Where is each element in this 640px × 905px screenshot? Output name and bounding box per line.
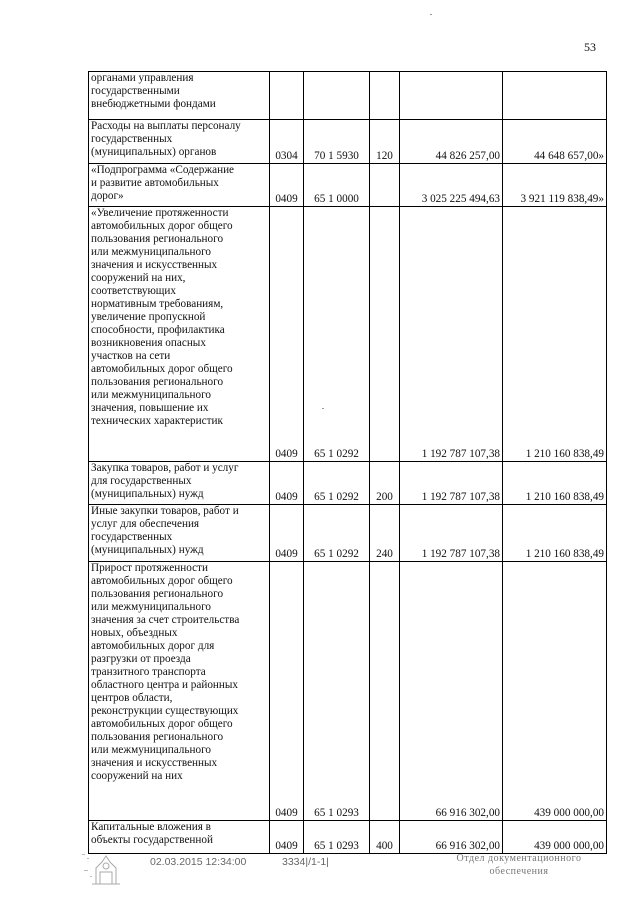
row-section-code: [270, 821, 304, 854]
row-expense-type-text: 400: [376, 840, 393, 852]
row-target-code-text: 65 1 0292: [314, 548, 359, 560]
scan-artifact: [322, 408, 324, 409]
row-sum-first-text: 1 192 787 107,38: [421, 491, 500, 503]
row-expense-type: [370, 120, 400, 164]
row-sum-first: [400, 72, 503, 120]
row-target-code: [304, 505, 370, 562]
row-expense-type-text: 200: [376, 491, 393, 503]
row-name-text: Расходы на выплаты персоналу государственных (муниципальных) органов: [91, 120, 241, 158]
row-name-text: Закупка товаров, работ и услуг для государственных (муниципальных) нужд: [91, 462, 239, 500]
table-row: [89, 562, 607, 821]
row-sum-second-text: 439 000 000,00: [534, 840, 604, 852]
department-stamp: [444, 852, 594, 878]
row-target-code-text: 65 1 0293: [314, 840, 359, 852]
row-section-code-text: 0409: [275, 807, 298, 819]
row-section-code: [270, 164, 304, 207]
row-target-code: [304, 462, 370, 505]
row-name-text: органами управления государственными внебюджетными фондами: [91, 72, 216, 110]
row-section-code-text: 0409: [275, 448, 298, 460]
budget-table: [88, 71, 607, 854]
row-name: [89, 505, 270, 562]
table-row: [89, 821, 607, 854]
row-section-code: [270, 562, 304, 821]
row-sum-first: [400, 164, 503, 207]
row-name: [89, 120, 270, 164]
table-row: [89, 505, 607, 562]
row-sum-second-text: 3 921 119 838,49»: [520, 193, 604, 205]
row-target-code: [304, 821, 370, 854]
scan-artifact: [430, 14, 432, 15]
row-sum-first: [400, 462, 503, 505]
row-name: [89, 462, 270, 505]
row-sum-second-text: 1 210 160 838,49: [525, 491, 604, 503]
row-name: [89, 207, 270, 462]
row-target-code-text: 65 1 0293: [314, 807, 359, 819]
row-sum-first: [400, 562, 503, 821]
row-expense-type: [370, 462, 400, 505]
row-target-code-text: 65 1 0000: [314, 193, 359, 205]
row-sum-second-text: 439 000 000,00: [534, 807, 604, 819]
row-section-code: [270, 207, 304, 462]
row-expense-type: [370, 207, 400, 462]
row-sum-second: [503, 72, 607, 120]
row-sum-second: [503, 207, 607, 462]
row-section-code-text: 0409: [275, 548, 298, 560]
row-target-code-text: 65 1 0292: [314, 491, 359, 503]
row-target-code-text: 70 1 5930: [314, 150, 359, 162]
row-sum-second: [503, 120, 607, 164]
row-sum-second-text: 1 210 160 838,49: [525, 548, 604, 560]
row-section-code: [270, 120, 304, 164]
table-row: [89, 72, 607, 120]
row-expense-type-text: 120: [376, 150, 393, 162]
table-row: [89, 462, 607, 505]
row-name: [89, 72, 270, 120]
row-sum-second-text: 1 210 160 838,49: [525, 448, 604, 460]
row-sum-second: [503, 821, 607, 854]
row-target-code-text: 65 1 0292: [314, 448, 359, 460]
row-name-text: Капитальные вложения в объекты государственной: [91, 821, 213, 846]
row-expense-type-text: 240: [376, 548, 393, 560]
row-name-text: «Подпрограмма «Содержание и развитие автомобильных дорог»: [91, 164, 235, 202]
row-section-code-text: 0409: [275, 840, 298, 852]
row-sum-second: [503, 164, 607, 207]
row-sum-second: [503, 505, 607, 562]
row-expense-type: [370, 164, 400, 207]
row-target-code: [304, 120, 370, 164]
row-sum-second: [503, 462, 607, 505]
department-stamp-line2: обеспечения: [489, 866, 549, 877]
row-target-code: [304, 207, 370, 462]
emblem-icon: [82, 848, 130, 888]
row-name: [89, 164, 270, 207]
row-section-code-text: 0409: [275, 193, 298, 205]
row-target-code: [304, 562, 370, 821]
department-stamp-line1: Отдел документационного: [456, 853, 582, 864]
row-sum-first-text: 1 192 787 107,38: [421, 448, 500, 460]
page-number: 53: [584, 40, 596, 54]
row-expense-type: [370, 821, 400, 854]
row-section-code: [270, 72, 304, 120]
row-section-code-text: 0409: [275, 491, 298, 503]
row-sum-first: [400, 120, 503, 164]
row-sum-first-text: 66 916 302,00: [435, 840, 500, 852]
row-section-code: [270, 505, 304, 562]
row-sum-second: [503, 562, 607, 821]
footer-doc-number: 3334|/1-1|: [282, 856, 329, 868]
row-target-code: [304, 164, 370, 207]
table-row: [89, 164, 607, 207]
row-sum-first-text: 1 192 787 107,38: [421, 548, 500, 560]
table-row: [89, 207, 607, 462]
footer-datetime: 02.03.2015 12:34:00: [150, 856, 247, 868]
table-row: [89, 120, 607, 164]
row-name-text: Иные закупки товаров, работ и услуг для обеспечения государственных (муниципальных) нужд: [91, 505, 239, 556]
row-name-text: Прирост протяженности автомобильных дорог общего пользования регионального или межмуниципального значения за счет строительства новых, объездных автомобильных дорог для разгрузки от проезда транзитного транспорта областного центра и районных центров области, реконструкции существующих автомобильных дорог общего пользования регионального или межмуниципального значения и искусственных сооружений на них: [91, 562, 240, 782]
row-section-code: [270, 462, 304, 505]
row-sum-first-text: 3 025 225 494,63: [421, 193, 500, 205]
row-sum-first-text: 44 826 257,00: [435, 150, 500, 162]
row-sum-first: [400, 505, 503, 562]
row-name-text: «Увеличение протяженности автомобильных дорог общего пользования регионального или межмуниципального значения и искусственных сооружений на них, соответствующих нормативным требованиям, увеличение пропускной способности, профилактика возникновения опасных участков на сети автомобильных дорог общего пользования регионального или межмуниципального значения, повышение их технических характеристик: [91, 207, 233, 427]
row-sum-first: [400, 207, 503, 462]
row-sum-first: [400, 821, 503, 854]
row-sum-second-text: 44 648 657,00»: [534, 150, 604, 162]
row-name: [89, 562, 270, 821]
row-expense-type: [370, 505, 400, 562]
row-sum-first-text: 66 916 302,00: [435, 807, 500, 819]
row-section-code-text: 0304: [275, 150, 298, 162]
row-target-code: [304, 72, 370, 120]
row-expense-type: [370, 562, 400, 821]
row-expense-type: [370, 72, 400, 120]
